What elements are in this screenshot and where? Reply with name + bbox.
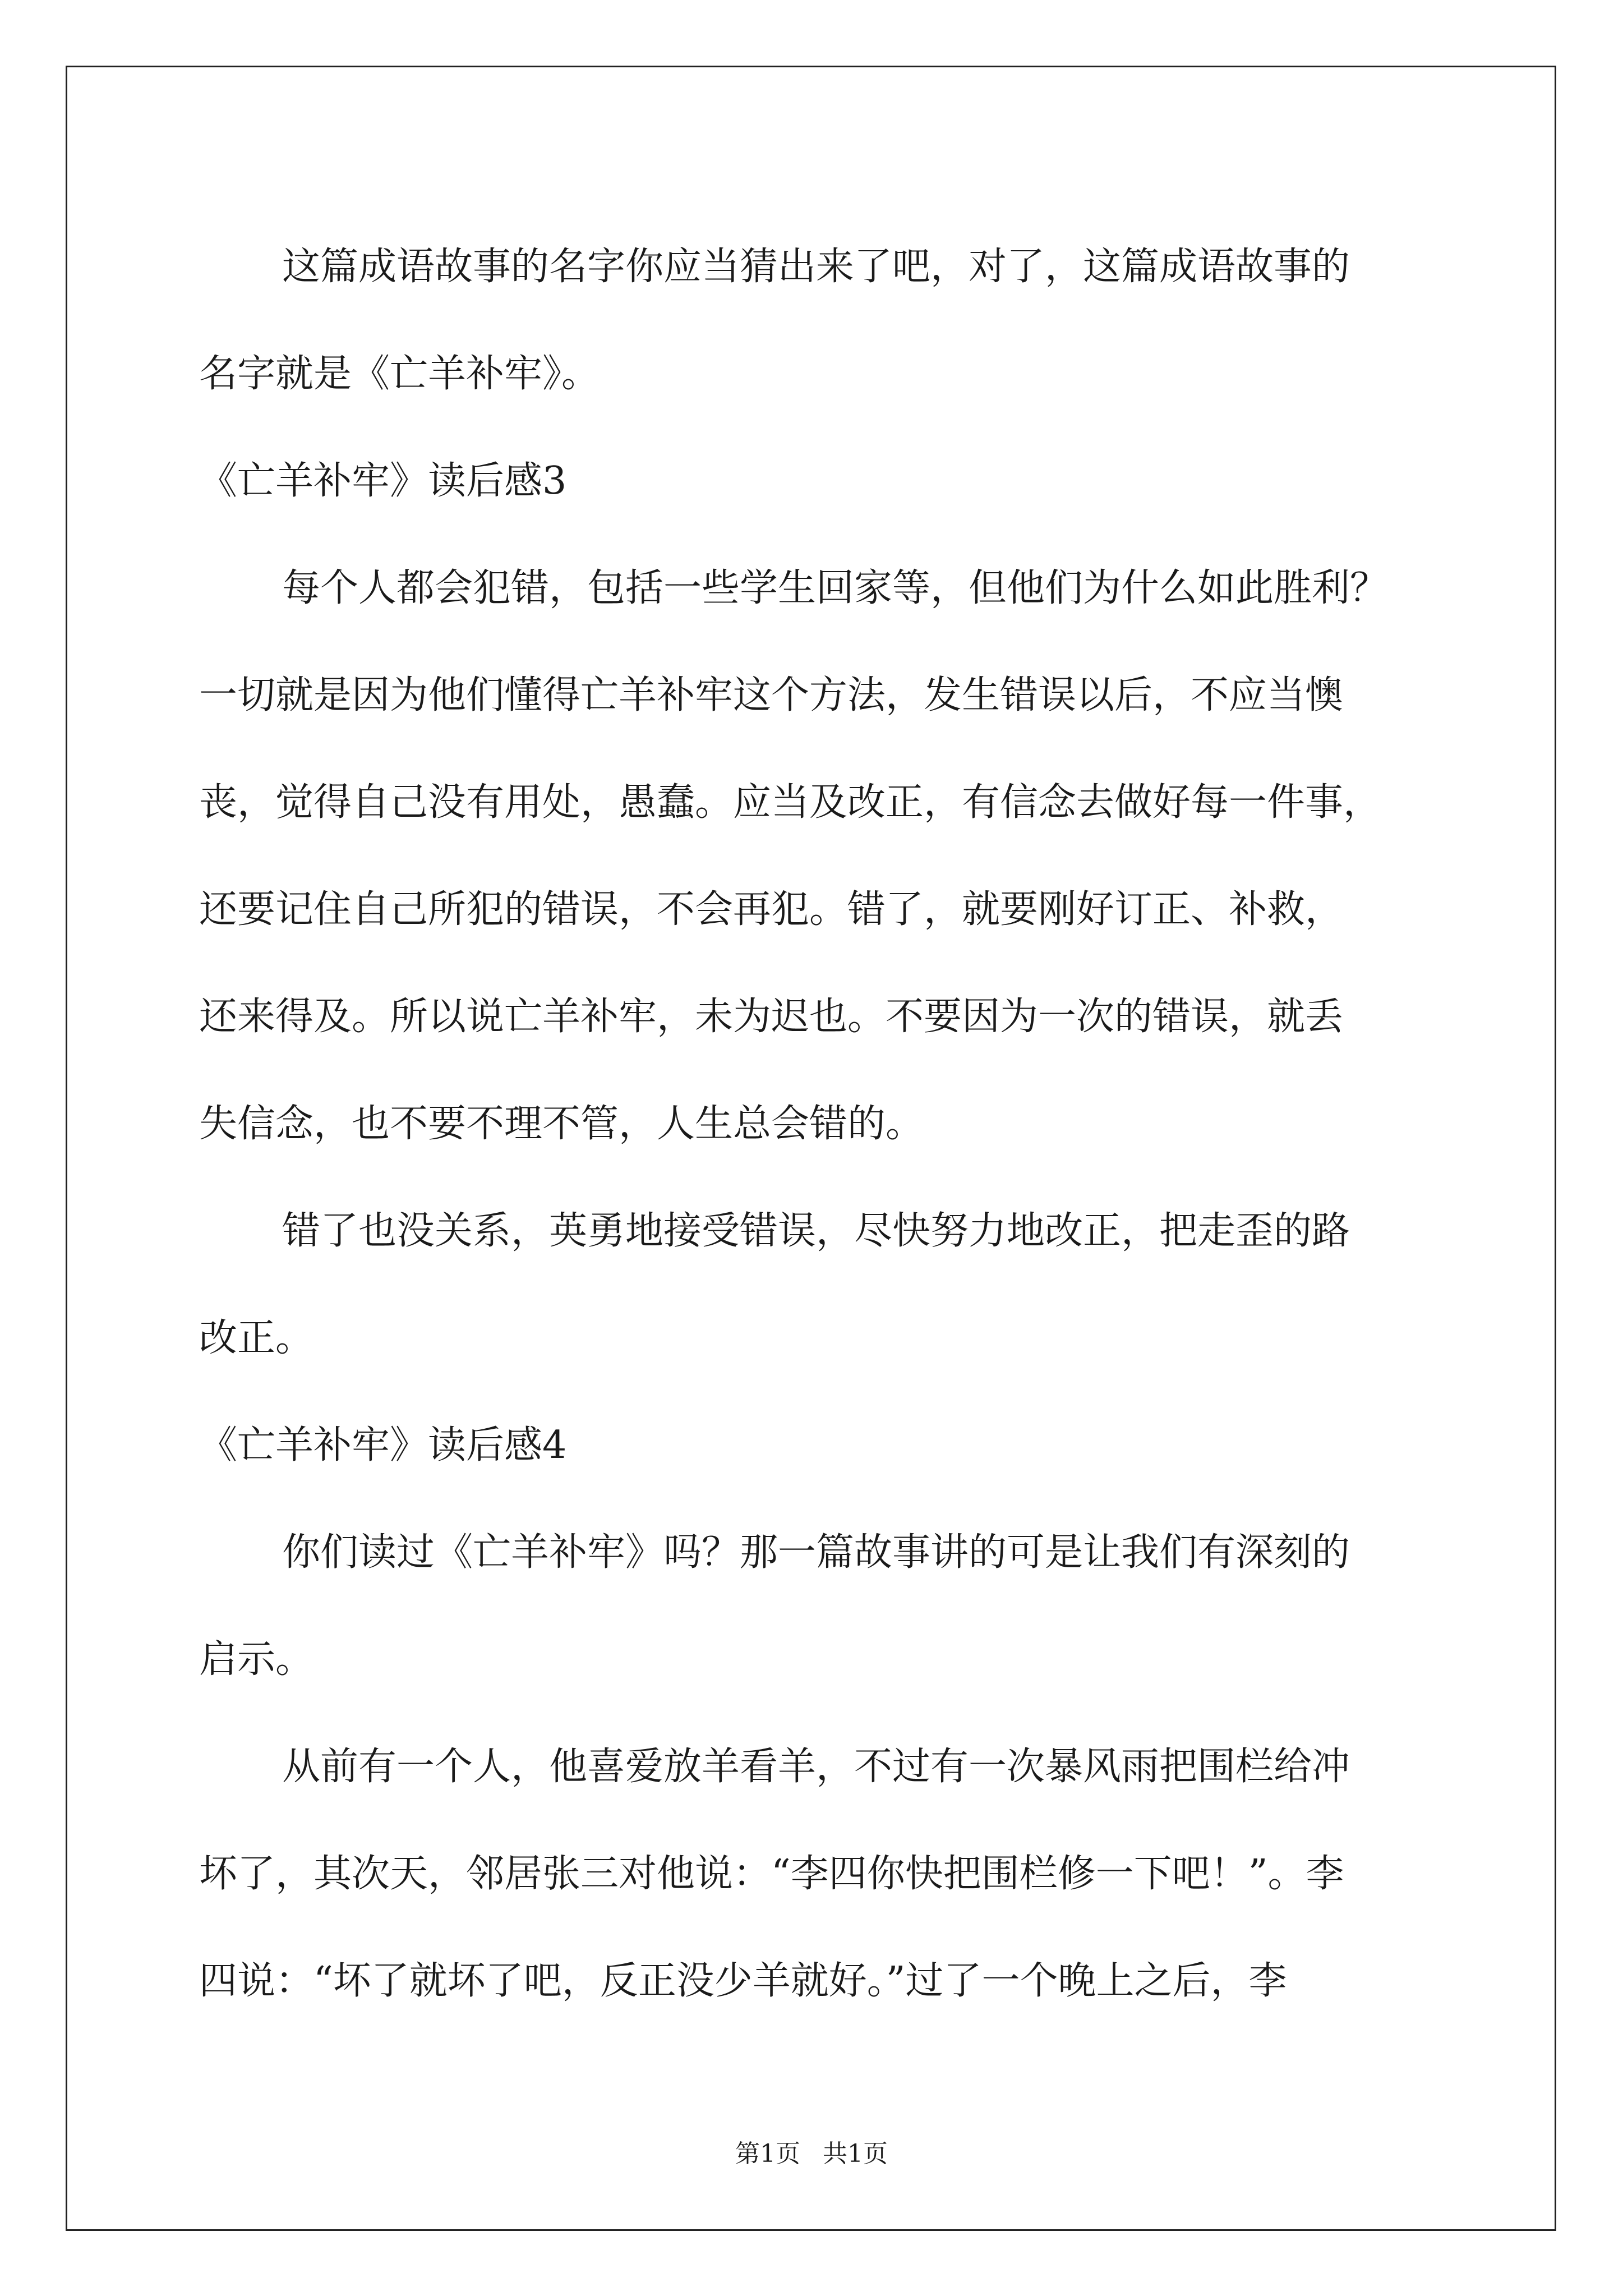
- document-body: [199, 213, 1489, 2035]
- paragraph-line: 从前有一个人，他喜爱放羊看羊，不过有一次暴风雨把围栏给冲: [282, 1745, 1350, 1789]
- page-number: 第1页: [735, 2139, 800, 2168]
- page-total: 共1页: [823, 2139, 888, 2168]
- paragraph-line: 丧，觉得自己没有用处，愚蠢。应当及改正，有信念去做好每一件事，: [199, 780, 1382, 825]
- paragraph-line: 你们读过《亡羊补牢》吗？那一篇故事讲的可是让我们有深刻的: [282, 1530, 1350, 1575]
- paragraph-line: 一切就是因为他们懂得亡羊补牢这个方法，发生错误以后，不应当懊: [199, 673, 1344, 717]
- paragraph-line: 每个人都会犯错，包括一些学生回家等，但他们为什么如此胜利？: [282, 566, 1389, 610]
- page-footer: [0, 2137, 1623, 2171]
- paragraph-line: 改正。: [199, 1316, 314, 1360]
- paragraph-line: 启示。: [199, 1637, 314, 1682]
- paragraph-line: 这篇成语故事的名字你应当猜出来了吧，对了，这篇成语故事的: [282, 245, 1350, 289]
- paragraph-line: 失信念，也不要不理不管，人生总会错的。: [199, 1102, 924, 1146]
- section-heading: 《亡羊补牢》读后感4: [199, 1423, 567, 1467]
- paragraph-line: 坏了，其次天，邻居张三对他说：“李四你快把围栏修一下吧！”。李: [199, 1852, 1344, 1896]
- paragraph-line: 名字就是《亡羊补牢》。: [199, 352, 600, 396]
- section-heading: 《亡羊补牢》读后感3: [199, 459, 567, 503]
- paragraph-line: 还来得及。所以说亡羊补牢，未为迟也。不要因为一次的错误，就丢: [199, 995, 1344, 1039]
- paragraph-line: 还要记住自己所犯的错误，不会再犯。错了，就要刚好订正、补救，: [199, 887, 1344, 932]
- paragraph-line: 错了也没关系，英勇地接受错误，尽快努力地改正，把走歪的路: [282, 1209, 1350, 1253]
- paragraph-line: 四说：“坏了就坏了吧，反正没少羊就好。”过了一个晚上之后，李: [199, 1959, 1287, 2003]
